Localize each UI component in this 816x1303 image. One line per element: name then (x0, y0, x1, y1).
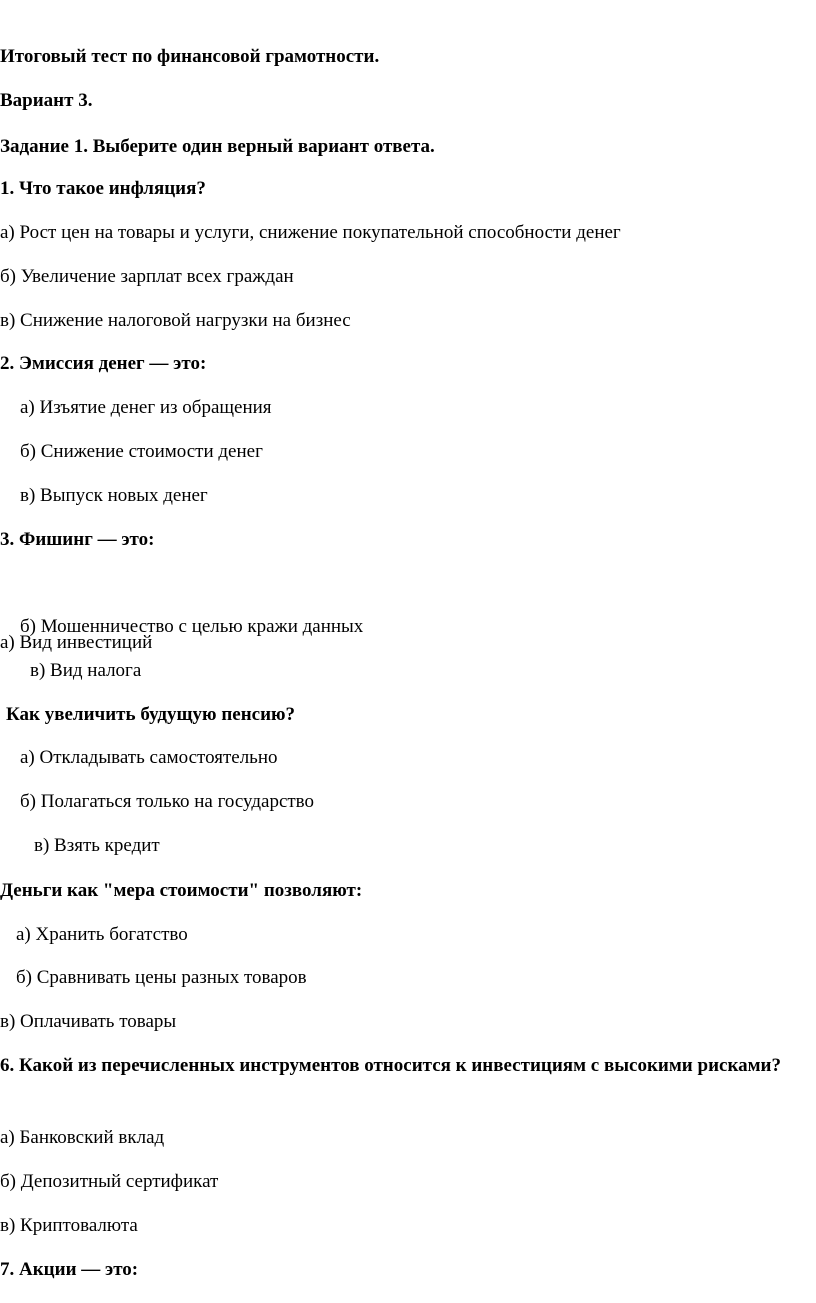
question-7: 7. Акции — это: (0, 1259, 139, 1280)
task-heading: Задание 1. Выберите один верный вариант ответа. (0, 136, 435, 157)
question-1: 1. Что такое инфляция? (0, 178, 206, 199)
question-1-option-a: а) Рост цен на товары и услуги, снижение покупательной способности денег (0, 222, 621, 243)
question-1-option-b: б) Увеличение зарплат всех граждан (0, 266, 294, 287)
question-6-option-c: в) Криптовалюта (0, 1215, 138, 1236)
question-5-option-b: б) Сравнивать цены разных товаров (16, 967, 307, 988)
question-2-option-b: б) Снижение стоимости денег (20, 441, 263, 462)
question-3-option-a: а) Вид инвестиций (0, 632, 153, 653)
question-3-option-c: в) Вид налога (30, 660, 142, 681)
question-3: 3. Фишинг — это: (0, 529, 155, 550)
document-title: Итоговый тест по финансовой грамотности. (0, 46, 380, 67)
question-4: Как увеличить будущую пенсию? (6, 704, 296, 725)
question-2-option-a: а) Изъятие денег из обращения (20, 397, 272, 418)
question-6-option-b: б) Депозитный сертификат (0, 1171, 219, 1192)
question-5: Деньги как "мера стоимости" позволяют: (0, 880, 363, 901)
question-3-option-b: б) Мошенничество с целью кражи данных (20, 616, 364, 637)
question-6-option-a: а) Банковский вклад (0, 1127, 165, 1148)
question-1-option-c: в) Снижение налоговой нагрузки на бизнес (0, 310, 351, 331)
question-4-option-b: б) Полагаться только на государство (20, 791, 315, 812)
question-4-option-a: а) Откладывать самостоятельно (20, 747, 278, 768)
question-4-option-c: в) Взять кредит (34, 835, 160, 856)
question-2-option-c: в) Выпуск новых денег (20, 485, 208, 506)
question-6: 6. Какой из перечисленных инструментов относится к инвестициям с высокими рисками? (0, 1055, 782, 1076)
question-5-option-c: в) Оплачивать товары (0, 1011, 177, 1032)
question-5-option-a: а) Хранить богатство (16, 924, 188, 945)
variant-label: Вариант 3. (0, 90, 93, 111)
question-2: 2. Эмиссия денег — это: (0, 353, 207, 374)
